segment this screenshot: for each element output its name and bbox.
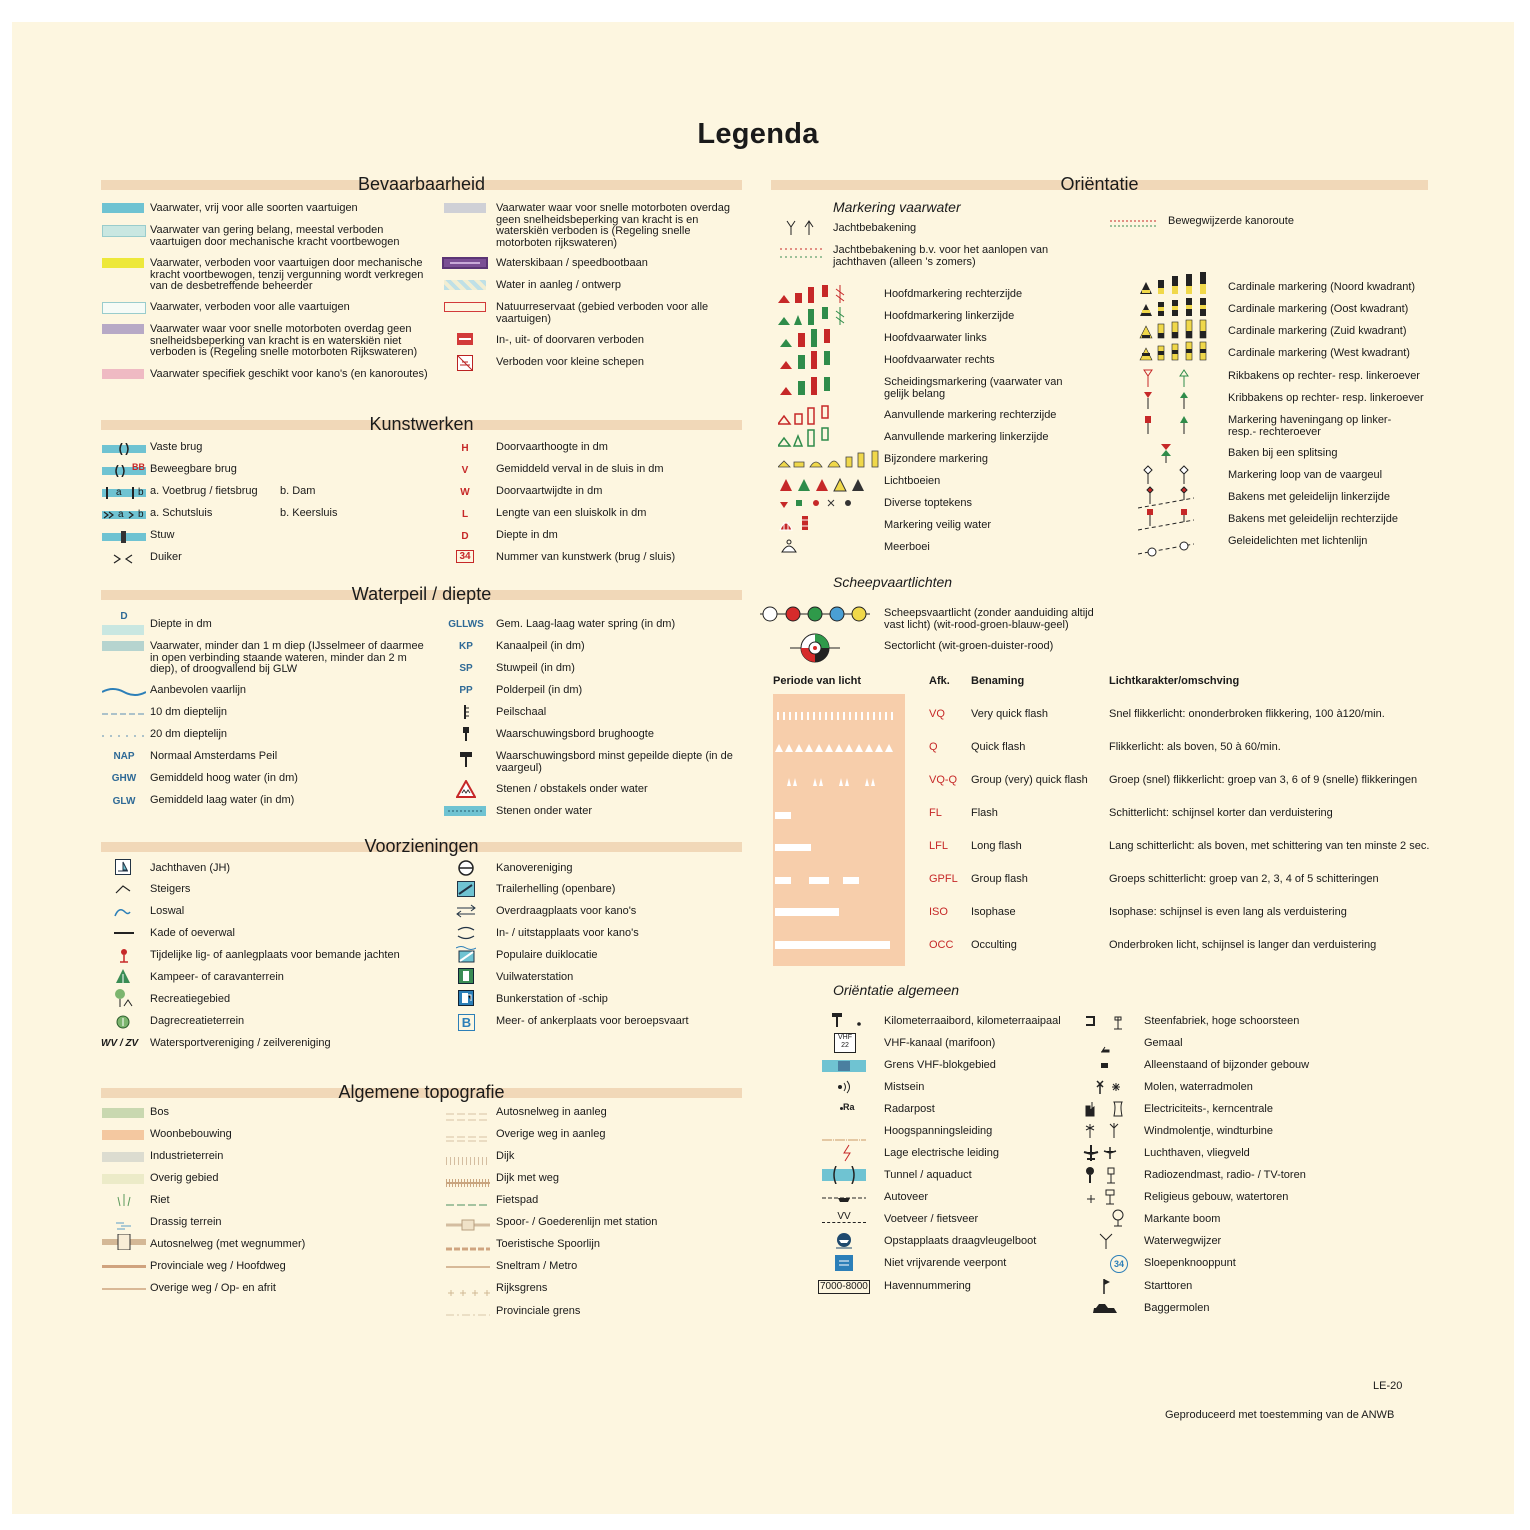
radar-label: Ra: [843, 1102, 855, 1112]
bridge-height-sign-icon: [461, 727, 471, 746]
legend-label: Diverse toptekens: [884, 497, 973, 509]
legend-label: Geleidelichten met lichtenlijn: [1228, 535, 1368, 547]
legend-label: Scheepsvaartlicht (zonder aanduiding altijd vast licht) (wit-rood-groen-blauw-geel): [884, 607, 1094, 631]
legend-label: Windmolentje, windturbine: [1144, 1125, 1274, 1137]
light-description: Snel flikkerlicht: ononderbroken flikkering, 100 à120/min.: [1109, 708, 1385, 720]
legend-label: Steenfabriek, hoge schoorsteen: [1144, 1015, 1300, 1027]
section-title-voorzieningen: Voorzieningen: [364, 836, 479, 856]
light-abbr: Q: [929, 741, 938, 753]
yacht-marker-icon: [785, 220, 815, 241]
legend-label: Cardinale markering (West kwadrant): [1228, 347, 1410, 359]
dike-icon: [446, 1153, 490, 1171]
swatch-verboden: [102, 302, 146, 314]
legend-label: Kanaalpeil (in dm): [496, 640, 585, 652]
section-title-topografie: Algemene topografie: [338, 1082, 505, 1102]
power-station-icon: [1084, 1100, 1128, 1123]
culvert-icon: [112, 552, 136, 570]
legend-label: Loswal: [150, 905, 185, 917]
cycle-path-icon: [446, 1197, 490, 1215]
legend-label: Normaal Amsterdams Peil: [150, 750, 278, 762]
no-entry-icon: [457, 333, 473, 345]
code-sp: SP: [459, 663, 473, 674]
legend-label: Meer- of ankerplaats voor beroepsvaart: [496, 1015, 689, 1027]
legend-label: In-, uit- of doorvaren verboden: [496, 334, 644, 346]
legend-label: Waarschuwingsbord brughoogte: [496, 728, 654, 740]
light-abbr: OCC: [929, 939, 954, 951]
light-description: Schitterlicht: schijnsel korter dan verduistering: [1109, 807, 1333, 819]
legend-label: Hoofdmarkering rechterzijde: [884, 288, 1023, 300]
waste-water-icon: [458, 968, 474, 989]
code-v: V: [461, 465, 469, 476]
legend-label: Dijk: [496, 1150, 515, 1162]
pumping-station-icon: [1100, 1040, 1110, 1058]
recommended-route-icon: [102, 685, 146, 703]
subtitle-lichten: Scheepvaartlichten: [833, 574, 953, 590]
swatch-kano: [102, 369, 144, 379]
start-tower-icon: [1100, 1277, 1114, 1300]
legend-label: Gemiddeld hoog water (in dm): [150, 772, 298, 784]
legend-label: Gemiddeld laag water (in dm): [150, 794, 295, 806]
code-w: W: [460, 487, 470, 498]
swatch-vrij: [102, 203, 144, 213]
legend-label: Kade of oeverwal: [150, 927, 235, 939]
legend-label: Bakens met geleidelijn rechterzijde: [1228, 513, 1398, 525]
code-nap: NAP: [113, 751, 135, 762]
subtitle-markering: Markering vaarwater: [833, 199, 961, 215]
legend-label: Beweegbare brug: [150, 463, 237, 475]
swatch-gering: [102, 225, 146, 237]
legend-label: Gemiddeld verval in de sluis in dm: [496, 463, 664, 475]
swatch-industrie: [102, 1152, 144, 1162]
light-name: Very quick flash: [971, 708, 1049, 720]
airport-icon: [1082, 1144, 1118, 1167]
canoe-portage-icon: [456, 904, 476, 923]
guide-beacons-right-icon: [1138, 506, 1194, 537]
sector-light-icon: [790, 631, 840, 670]
yacht-seasonal-icon: [780, 246, 822, 265]
table-header: Periode van licht: [773, 675, 862, 687]
legend-label: Kilometerraaibord, kilometerraaipaal: [884, 1015, 1061, 1027]
legend-label: Niet vrijvarende veerpont: [884, 1257, 1007, 1269]
brickworks-icon: [1084, 1013, 1128, 1036]
legend-label: Hoofdmarkering linkerzijde: [884, 310, 1015, 322]
kilometer-sign-icon: [832, 1012, 864, 1033]
dive-site-icon: [456, 945, 476, 968]
swatch-waterski: [442, 257, 488, 269]
tree-icon: [1110, 1209, 1126, 1232]
legend-label: Water in aanleg / ontwerp: [496, 279, 621, 291]
canoe-route-icon: [1110, 216, 1156, 234]
swatch-motorboot-ski-verboden: [444, 203, 486, 213]
legend-label: VHF-kanaal (marifoon): [884, 1037, 996, 1049]
legend-label: Markering veilig water: [884, 519, 991, 531]
legend-label: Luchthaven, vliegveld: [1144, 1147, 1250, 1159]
light-description: Groep (snel) flikkerlicht: groep van 3, 6 of 9 (snelle) flikkeringen: [1109, 774, 1418, 786]
low-power-line-icon: [840, 1144, 854, 1167]
legend-label: Radarpost: [884, 1103, 935, 1115]
gauge-icon: [462, 705, 470, 724]
light-description: Isophase: schijnsel is even lang als verduistering: [1109, 906, 1347, 918]
legend-label: Jachtbebakening b.v. voor het aanlopen van jachthaven (alleen 's zomers): [833, 244, 1049, 268]
legend-label: Stenen onder water: [496, 805, 593, 817]
legend-label: Havennummering: [884, 1280, 971, 1292]
legend-label: Tunnel / aquaduct: [884, 1169, 972, 1181]
legend-label: Waarschuwingsbord minst gepeilde diepte (in de vaargeul): [496, 750, 733, 774]
swatch-overig: [102, 1174, 144, 1184]
legend-label: Meerboei: [884, 541, 930, 553]
legend-label: Hoofdvaarwater links: [884, 332, 987, 344]
legend-label: Kampeer- of caravanterrein: [150, 971, 284, 983]
legend-label: Jachtbebakening: [833, 222, 917, 234]
legend-label: Populaire duiklocatie: [496, 949, 598, 961]
legend-label: Steigers: [150, 883, 191, 895]
mooring-buoy-icon: [780, 538, 798, 559]
anchorage-icon: B: [458, 1014, 475, 1031]
cable-ferry-icon: [835, 1255, 853, 1276]
legend-label: b. Dam: [280, 485, 316, 497]
legend-label: Hoogspanningsleiding: [884, 1125, 993, 1137]
legend-label: Fietspad: [496, 1194, 539, 1206]
legend-label: Electriciteits-, kerncentrale: [1144, 1103, 1273, 1115]
foghorn-icon: [836, 1080, 854, 1099]
lock-a: a: [118, 509, 124, 520]
light-abbr: LFL: [929, 840, 948, 852]
footbridge-a: a: [116, 487, 122, 498]
code-pp: PP: [459, 685, 473, 696]
legend-label: Sneltram / Metro: [496, 1260, 578, 1272]
legend-label: Vaarwater, verboden voor alle vaartuigen: [150, 301, 350, 313]
light-description: Groeps schitterlicht: groep van 2, 3, 4 of 5 schitteringen: [1109, 873, 1379, 885]
light-name: Long flash: [971, 840, 1022, 852]
legend-label: Molen, waterradmolen: [1144, 1081, 1253, 1093]
legend-label: Vaarwater waar voor snelle motorboten overdag geen snelheidsbeperking van kracht is en waterskiën verboden is (Regeling snelle motorboten rijkswateren): [496, 202, 730, 249]
cardinal-west-icon: [1138, 340, 1214, 367]
light-name: Quick flash: [971, 741, 1026, 753]
legend-label: Spoor- / Goederenlijn met station: [496, 1216, 658, 1228]
legend-label: Bakens met geleidelijn linkerzijde: [1228, 491, 1391, 503]
leading-lights-icon: [1138, 540, 1194, 565]
day-recreation-icon: [116, 1015, 130, 1034]
legend-label: Doorvaarthoogte in dm: [496, 441, 608, 453]
motorway-icon: [102, 1234, 146, 1255]
swatch-stenen: [444, 806, 486, 816]
unloading-quay-icon: [113, 904, 131, 923]
legend-label: Stuwpeil (in dm): [496, 662, 575, 674]
weir-icon: [102, 530, 146, 548]
reed-icon: [117, 1193, 131, 1212]
legend-label: Aanbevolen vaarlijn: [150, 684, 247, 696]
main-channel-right-icon: [778, 349, 858, 376]
legend-label: Natuurreservaat (gebied verboden voor alle vaartuigen): [496, 301, 709, 325]
legend-label: Industrieterrein: [150, 1150, 224, 1162]
national-border-icon: [446, 1285, 490, 1303]
road-construction-icon: [446, 1131, 490, 1149]
light-description: Flikkerlicht: als boven, 50 à 60/min.: [1109, 741, 1281, 753]
legend-label: Tijdelijke lig- of aanlegplaats voor bemande jachten: [150, 949, 400, 961]
depth-10-icon: [102, 707, 146, 725]
swatch-aanleg: [444, 280, 486, 290]
code-number: 34: [456, 550, 474, 563]
page-title: Legenda: [697, 118, 819, 150]
legend-label: Recreatiegebied: [150, 993, 231, 1005]
depth-code: D: [120, 611, 128, 622]
legend-label: Stuw: [150, 529, 175, 541]
legend-label: Kribbakens op rechter- resp. linkeroever: [1228, 392, 1424, 404]
legend-label: Bewegwijzerde kanoroute: [1168, 215, 1294, 227]
light-description: Lang schitterlicht: als boven, met schittering van ten minste 2 sec.: [1109, 840, 1430, 852]
legend-label: Markering loop van de vaargeul: [1228, 469, 1383, 481]
legend-label: Lage electrische leiding: [884, 1147, 999, 1159]
code-d: D: [461, 531, 469, 542]
section-title-bevaarbaarheid: Bevaarbaarheid: [357, 174, 486, 194]
subtitle-algemeen: Oriëntatie algemeen: [833, 982, 960, 998]
tourist-railway-icon: [446, 1241, 490, 1259]
legend-label: Doorvaartwijdte in dm: [496, 485, 603, 497]
legend-label: Diepte in dm: [150, 618, 212, 630]
code-h: H: [461, 443, 469, 454]
legend-label: Rikbakens op rechter- resp. linkeroever: [1228, 370, 1420, 382]
legend-label: Autosnelweg (met wegnummer): [150, 1238, 306, 1250]
legend-label: Gemaal: [1144, 1037, 1183, 1049]
legend-label: Cardinale markering (Zuid kwadrant): [1228, 325, 1407, 337]
code-glw: GLW: [112, 796, 136, 807]
legend-label: Vaarwater, vrij voor alle soorten vaartuigen: [150, 202, 358, 214]
swatch-vergunning: [102, 258, 144, 268]
canoe-entry-icon: [456, 926, 476, 945]
light-name: Isophase: [971, 906, 1016, 918]
legend-label: Polderpeil (in dm): [496, 684, 583, 696]
windmill-icon: [1094, 1079, 1120, 1100]
other-road-icon: [102, 1288, 146, 1290]
legend-label: b. Keersluis: [280, 507, 338, 519]
fuel-station-icon: [458, 990, 474, 1011]
light-name: Flash: [971, 807, 998, 819]
car-ferry-icon: [822, 1192, 866, 1210]
harbour-entrance-icon: [1140, 414, 1190, 441]
light-period-panel: [773, 694, 905, 966]
legend-label: Vaste brug: [150, 441, 203, 453]
legend-label: 20 dm dieptelijn: [150, 728, 228, 740]
legend-label: Provinciale weg / Hoofdweg: [150, 1260, 286, 1272]
legend-label: Mistsein: [884, 1081, 925, 1093]
legend-label: Baggermolen: [1144, 1302, 1210, 1314]
slipway-icon: [457, 881, 475, 902]
legend-label: Sectorlicht (wit-groen-duister-rood): [884, 640, 1054, 652]
separation-marks-icon: [778, 375, 858, 402]
waterway-sign-icon: [1098, 1232, 1114, 1255]
legend-label: Radiozendmast, radio- / TV-toren: [1144, 1169, 1306, 1181]
foot-ferry-icon: VV: [822, 1212, 866, 1223]
legend-label: Hoofdvaarwater rechts: [884, 354, 995, 366]
light-name: Occulting: [971, 939, 1017, 951]
legend-label: Waterskibaan / speedbootbaan: [496, 257, 648, 269]
light-abbr: VQ-Q: [929, 774, 958, 786]
legend-label: Kanovereniging: [496, 862, 573, 874]
legend-label: Riet: [150, 1194, 170, 1206]
legend-label: Diepte in dm: [496, 529, 558, 541]
legend-label: 10 dm dieptelijn: [150, 706, 228, 718]
depth-sign-icon: [460, 752, 472, 773]
legend-label: Watersportvereniging / zeilvereniging: [150, 1037, 331, 1049]
vhf-icon: VHF 22: [834, 1033, 856, 1053]
dike-road-icon: [446, 1175, 490, 1193]
hydrofoil-icon: [834, 1232, 854, 1255]
legend-label: Overdraagplaats voor kano's: [496, 905, 637, 917]
camping-icon: [115, 968, 131, 989]
legend-label: Markering haveningang op linker- resp.- rechteroever: [1228, 414, 1392, 438]
obstacle-icon: [456, 780, 476, 803]
quay-icon: [114, 932, 134, 934]
legend-label: Vaarwater van gering belang, meestal verboden vaartuigen door mechanische kracht voortbewogen: [150, 224, 400, 248]
credit-text: Geproduceerd met toestemming van de ANWB: [1165, 1409, 1395, 1421]
recreation-icon: [114, 988, 136, 1013]
legend-label: Baken bij een splitsing: [1228, 447, 1338, 459]
light-abbr: GPFL: [929, 873, 958, 885]
table-header: Afk.: [929, 675, 950, 687]
legend-label: Lichtboeien: [884, 475, 941, 487]
light-abbr: FL: [929, 807, 942, 819]
legend-label: Bos: [150, 1106, 169, 1118]
legend-label: Nummer van kunstwerk (brug / sluis): [496, 551, 676, 563]
ship-lights-icon: [760, 603, 870, 630]
harbour-number-icon: 7000-8000: [820, 1281, 868, 1292]
legend-label: Grens VHF-blokgebied: [884, 1059, 996, 1071]
legend-label: Vaarwater waar voor snelle motorboten overdag geen snelheidsbeperking van kracht is en waterskiën niet verboden is (Regeling snelle motorboten Rijkswateren): [150, 323, 418, 358]
swatch-natuurreservaat: [444, 302, 486, 312]
radar-icon: [840, 1102, 855, 1112]
railway-icon: [446, 1218, 490, 1236]
light-name: Group flash: [971, 873, 1028, 885]
legend-label: Scheidingsmarkering (vaarwater van gelijk belang: [884, 376, 1063, 400]
legend-label: Peilschaal: [496, 706, 547, 718]
wv-zv-code: WV / ZV: [101, 1038, 139, 1049]
table-header: Lichtkarakter/omschving: [1109, 675, 1240, 687]
legend-label: Voetveer / fietsveer: [884, 1213, 979, 1225]
provincial-border-icon: [446, 1307, 490, 1325]
sheet-code: LE-20: [1373, 1380, 1403, 1392]
light-description: Onderbroken licht, schijnsel is langer dan verduistering: [1109, 939, 1377, 951]
legend-label: In- / uitstapplaats voor kano's: [496, 927, 639, 939]
light-abbr: ISO: [929, 906, 948, 918]
legend-label: Stenen / obstakels onder water: [496, 783, 648, 795]
legend-label: Overige weg / Op- en afrit: [150, 1282, 276, 1294]
jetty-icon: [114, 882, 132, 900]
motorway-construction-icon: [446, 1109, 490, 1127]
no-small-ships-icon: [457, 355, 473, 376]
legend-label: a. Voetbrug / fietsbrug: [150, 485, 258, 497]
krib-beacons-icon: [1140, 390, 1190, 415]
light-buoys-icon: [778, 471, 868, 498]
code-kp: KP: [459, 641, 473, 652]
legend-label: Vaarwater, verboden voor vaartuigen door mechanische kracht voortbewogen, tenzij vergunning wordt verkregen van de desbetreffende beheerder: [150, 257, 424, 292]
light-abbr: VQ: [929, 708, 945, 720]
wind-turbine-icon: [1084, 1122, 1128, 1145]
legend-label: Drassig terrein: [150, 1216, 222, 1228]
node-point-icon: 34: [1110, 1255, 1128, 1273]
light-name: Group (very) quick flash: [971, 774, 1088, 786]
legend-label: Aanvullende markering rechterzijde: [884, 409, 1057, 421]
footbridge-b: b: [138, 487, 144, 498]
legend-label: Toeristische Spoorlijn: [496, 1238, 600, 1250]
legend-label: Religieus gebouw, watertoren: [1144, 1191, 1289, 1203]
legend-label: Gem. Laag-laag water spring (in dm): [496, 618, 676, 630]
code-gllws: GLLWS: [448, 619, 484, 630]
legend-label: Autosnelweg in aanleg: [496, 1106, 607, 1118]
legend-label: Autoveer: [884, 1191, 929, 1203]
movable-bridge-code: BB: [132, 462, 145, 472]
legend-label: Sloepenknooppunt: [1144, 1257, 1236, 1269]
legend-label: Vuilwaterstation: [496, 971, 574, 983]
canoe-club-icon: [456, 860, 476, 881]
section-title-kunstwerken: Kunstwerken: [369, 414, 474, 434]
legend-label: Provinciale grens: [496, 1305, 581, 1317]
legend-label: Bijzondere markering: [884, 453, 988, 465]
tunnel-icon: [822, 1166, 866, 1189]
legend-label: Lengte van een sluiskolk in dm: [496, 507, 647, 519]
marina-icon: [115, 859, 131, 880]
swatch-bos: [102, 1108, 144, 1118]
lock-b: b: [138, 509, 144, 520]
mooring-icon: [118, 947, 130, 968]
legend-label: Rijksgrens: [496, 1282, 548, 1294]
fixed-bridge-icon: [102, 442, 146, 460]
code-l: L: [461, 509, 469, 520]
swatch-ondiep: [102, 641, 144, 651]
table-header: Benaming: [971, 675, 1025, 687]
legend-label: Cardinale markering (Oost kwadrant): [1228, 303, 1409, 315]
swatch-woon: [102, 1130, 144, 1140]
legend-label: Opstapplaats draagvleugelboot: [884, 1235, 1037, 1247]
safe-water-icon: [778, 514, 818, 537]
legend-label: Alleenstaand of bijzonder gebouw: [1144, 1059, 1310, 1071]
code-ghw: GHW: [111, 773, 137, 784]
dredger-icon: [1092, 1300, 1118, 1321]
main-road-icon: [102, 1265, 146, 1268]
legend-label: Vaarwater specifiek geschikt voor kano's (en kanoroutes): [150, 368, 428, 380]
vhf-border-icon: [822, 1059, 866, 1078]
legend-label: Cardinale markering (Noord kwadrant): [1228, 281, 1416, 293]
building-icon: [1101, 1063, 1108, 1068]
legend-label: Dijk met weg: [496, 1172, 559, 1184]
swatch-motorboot: [102, 324, 144, 334]
swatch-diepte: [102, 625, 144, 635]
legend-label: Markante boom: [1144, 1213, 1221, 1225]
legend-label: Aanvullende markering linkerzijde: [884, 431, 1049, 443]
legend-label: a. Schutsluis: [150, 507, 213, 519]
legend-label: Vaarwater, minder dan 1 m diep (IJsselmeer of daarmee in open verbinding staande wateren, minder dan 2 m diep), of droogvallend bij GLW: [150, 640, 424, 675]
legend-label: Starttoren: [1144, 1280, 1193, 1292]
legend-label: Jachthaven (JH): [150, 862, 231, 874]
legend-label: Duiker: [150, 551, 182, 563]
radio-tower-icon: [1084, 1166, 1120, 1189]
legend-label: Woonbebouwing: [150, 1128, 232, 1140]
tram-icon: [446, 1266, 490, 1268]
legend-label: Overige weg in aanleg: [496, 1128, 606, 1140]
legend-label: Trailerhelling (openbare): [496, 883, 616, 895]
legend-label: Overig gebied: [150, 1172, 219, 1184]
legend-label: Verboden voor kleine schepen: [496, 356, 644, 368]
legend-label: Waterwegwijzer: [1144, 1235, 1222, 1247]
legend-label: Dagrecreatieterrein: [150, 1015, 245, 1027]
section-title-waterpeil: Waterpeil / diepte: [351, 584, 492, 604]
section-title-orientatie: Oriëntatie: [1060, 174, 1139, 194]
church-icon: [1086, 1188, 1122, 1211]
depth-20-icon: [102, 729, 146, 747]
legend-label: Bunkerstation of -schip: [496, 993, 608, 1005]
